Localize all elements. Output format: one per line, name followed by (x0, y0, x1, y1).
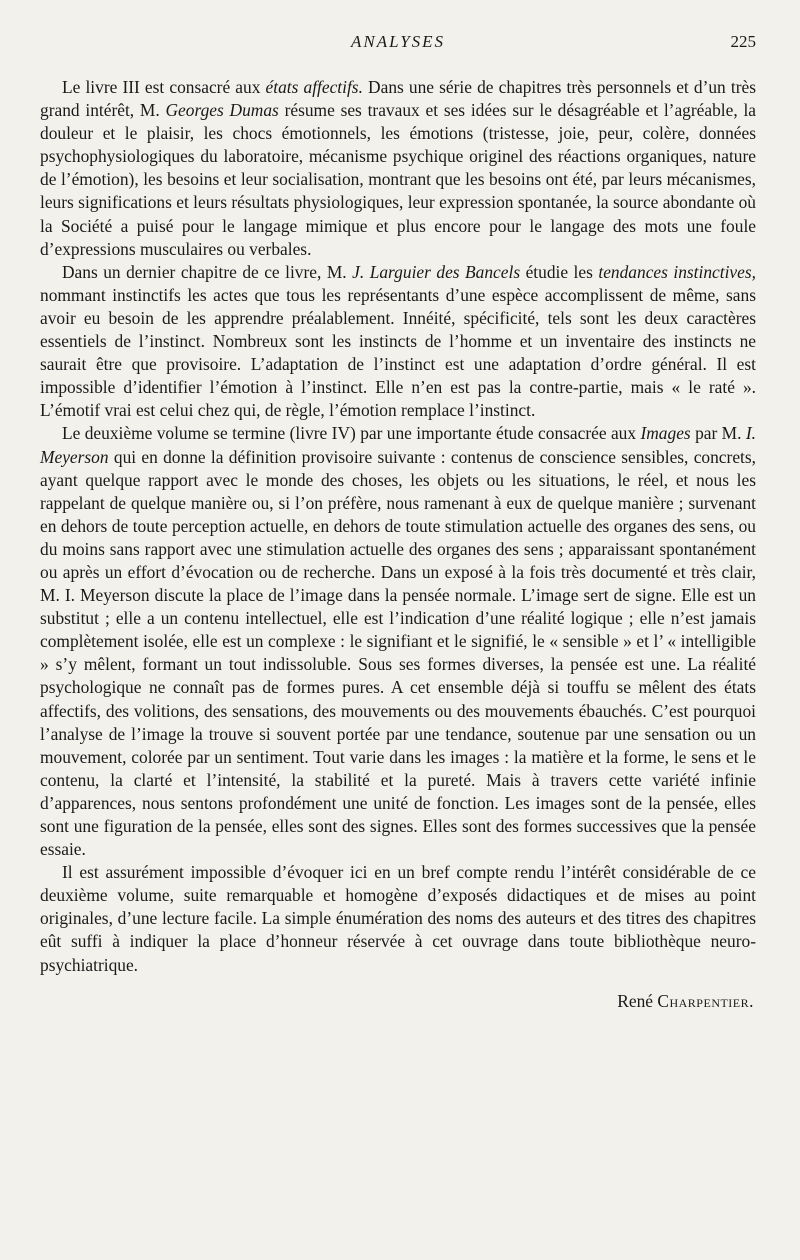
text-segment: par M. (690, 423, 746, 444)
italic-text-segment: Images (640, 423, 691, 444)
paragraph (40, 861, 756, 976)
italic-text-segment: tendances instinctives, (598, 261, 756, 282)
text-segment: Dans un dernier chapitre de ce livre, M. (62, 261, 353, 282)
italic-text-segment: I. Meyerson (40, 423, 756, 467)
text-segment: résume ses travaux et ses idées sur le désagréable et l’agréable, la douleur et le plaisir, les chocs émotionnels, les émotions (tristesse, joie, peur, colère, données psychophysiologiques du laboratoire, mécanisme psychique originel des réactions organiques, nature de l’émotion), les besoins et leur socialisation, montrant que les besoins ont été, par leurs mécanismes, leurs significations et leurs résultats physiologiques, leur expression spontanée, la source abondante où la Société a puisé pour le langage mimique et plus encore pour le langage des mots une foule d’expressions musculaires ou verbales. (40, 100, 757, 259)
running-head: ANALYSES (350, 32, 446, 51)
body-text (40, 76, 756, 977)
text-segment: Il est assurément impossible d’évoquer ici en un bref compte rendu l’intérêt considérable de ce deuxième volume, suite remarquable et homogène d’exposés didactiques et de mises au point originales, d’une lecture facile. La simple énumération des noms des auteurs et des titres des chapitres eût suffi à indiquer la place d’honneur réservée à cet ouvrage dans toute bibliothèque neuro-psychiatrique. (40, 862, 756, 975)
text-segment: Le livre III est consacré aux (62, 77, 266, 97)
paragraph (40, 76, 756, 261)
signature-given-name: René (617, 990, 654, 1011)
italic-text-segment: Georges Dumas (165, 100, 279, 121)
italic-text-segment: J. Larguier des Bancels (352, 261, 521, 282)
paragraph (40, 261, 756, 423)
signature (40, 991, 756, 1012)
text-segment: Dans une série de chapitres très personnels et d’un très grand intérêt, M. (40, 77, 756, 121)
signature-surname: Charpentier. (657, 990, 754, 1011)
paragraph (40, 422, 756, 861)
text-segment: Le deuxième volume se termine (livre IV) par une importante étude consacrée aux (62, 423, 641, 444)
italic-text-segment: états affectifs. (265, 77, 363, 97)
text-segment: nommant instinctifs les actes que tous les représentants d’une espèce accomplissent de même, sans avoir eu besoin de les apprendre préalablement. Innéité, spécificité, tels sont les deux caractères essentiels de l’instinct. Nombreux sont les instincts de l’homme et un inventaire des instincts ne saurait être que provisoire. L’adaptation de l’instinct est une adaptation d’ordre général. Il est impossible d’identifier l’émotion à l’instinct. Elle n’en est pas la contre-partie, mais « le raté ». L’émotif vrai est celui chez qui, de règle, l’émotion remplace l’instinct. (40, 284, 756, 421)
page-header (40, 26, 756, 62)
text-segment: qui en donne la définition provisoire suivante : contenus de conscience sensibles, concrets, ayant quelque rapport avec le monde des choses, les objets ou les situations, le réel, et nous les rappelant de quelque manière ou, si l’on préfère, nous ramenant à eux de quelque manière ; survenant en dehors de toute perception actuelle, en dehors de toute stimulation actuelle des organes des sens, ou du moins sans rapport avec une stimulation actuelle des organes des sens ; apparaissant spontanément ou après un effort d’évocation ou de recherche. Dans un exposé à la fois très documenté et très clair, M. I. Meyerson discute la place de l’image dans la pensée normale. L’image sert de signe. Elle est un substitut ; elle a un contenu intellectuel, elle est l’indication d’une réalité logique ; elle n’est jamais complètement isolée, elle est un complexe : le signifiant et le signifié, le « sensible » et l’ « intelligible » s’y mêlent, formant un tout indissoluble. Sous ses formes diverses, la pensée est une. La réalité psychologique ne connaît pas de formes pures. A cet ensemble déjà si touffu se mêlent des états affectifs, des volitions, des sensations, des mouvements ou des mouvements ébauchés. C’est pourquoi l’analyse de l’image la trouve si souvent portée par une tendance, soutenue par une sensation ou un mouvement, colorée par un sentiment. Tout varie dans les images : la matière et la forme, le sens et le contenu, la clarté et l’intensité, la stabilité et la pureté. Mais à travers cette variété infinie d’apparences, nous sentons profondément une unité de fonction. Les images sont de la pensée, elles sont une figuration de la pensée, elles sont des signes. Elles sont des formes successives que la pensée essaie. (40, 446, 756, 860)
text-segment: étudie les (520, 261, 599, 282)
page-number: 225 (730, 32, 756, 51)
